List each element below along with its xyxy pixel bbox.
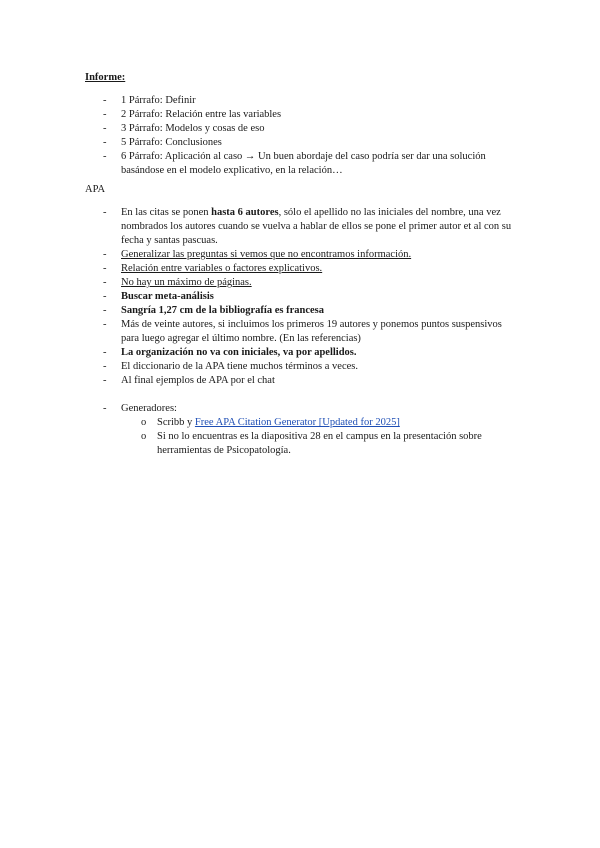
dash-marker: -	[103, 207, 107, 218]
dash-marker: -	[103, 361, 107, 372]
dash-marker: -	[103, 123, 107, 134]
apa-list	[85, 206, 515, 458]
dash-marker: -	[103, 277, 107, 288]
sub-list-item: o Si no lo encuentras es la diapositiva 28 en el campus en la presentación sobre herramientas de Psicopatología.	[141, 431, 482, 456]
list-item: - 1 Párrafo: Definir	[103, 95, 196, 106]
list-item-generadores: - Generadores: o Scribb y Free APA Citation Generator [Updated for 2025] o Si no lo encuentras es la diapositiva 28 en el campus en la presentación sobre herramientas de Psicopatología.	[85, 402, 515, 458]
dash-marker: -	[103, 151, 107, 162]
circle-bullet: o	[141, 417, 147, 428]
dash-marker: -	[103, 109, 107, 120]
list-item: - 2 Párrafo: Relación entre las variables	[103, 109, 282, 120]
spacer	[85, 388, 515, 402]
list-item: - El diccionario de la APA tiene muchos términos a veces.	[103, 361, 358, 372]
dash-marker: -	[103, 137, 107, 148]
list-item: - Generalizar las preguntas si vemos que no encontramos información.	[103, 249, 412, 260]
dash-marker: -	[103, 319, 107, 330]
dash-marker: -	[103, 291, 107, 302]
list-item: - Buscar meta-análisis	[103, 291, 214, 302]
apa-citation-generator-link[interactable]: Free APA Citation Generator [Updated for 2025]	[194, 417, 400, 428]
dash-marker: -	[103, 375, 107, 386]
dash-marker: -	[103, 95, 107, 106]
list-item: - Más de veinte autores, si incluimos los primeros 19 autores y ponemos puntos suspensivos para luego agregar el último nombre. (En las referencias)	[103, 319, 502, 344]
informe-heading: Informe:	[85, 72, 126, 83]
list-item: - Sangría 1,27 cm de la bibliografía es francesa	[103, 305, 324, 316]
list-item: - Relación entre variables o factores explicativos.	[103, 263, 323, 274]
dash-marker: -	[103, 249, 107, 260]
informe-list	[85, 94, 515, 178]
circle-bullet: o	[141, 431, 147, 442]
list-item: - Al final ejemplos de APA por el chat	[103, 375, 275, 386]
list-item: - 6 Párrafo: Aplicación al caso → Un buen abordaje del caso podría ser dar una solución basándose en el modelo explicativo, en la relación…	[103, 151, 486, 176]
dash-marker: -	[103, 347, 107, 358]
list-item: - 5 Párrafo: Conclusiones	[103, 137, 222, 148]
list-item: - La organización no va con iniciales, va por apellidos.	[103, 347, 357, 358]
dash-marker: -	[103, 263, 107, 274]
sub-list-item: o Scribb y Free APA Citation Generator [Updated for 2025]	[141, 417, 400, 428]
dash-marker: -	[103, 305, 107, 316]
apa-heading: APA	[85, 184, 106, 195]
generadores-sublist	[121, 416, 515, 458]
dash-marker: -	[103, 403, 107, 414]
list-item: - En las citas se ponen hasta 6 autores, sólo el apellido no las iniciales del nombre, una vez nombrados los autores cuando se vuelva a hablar de ellos se pone el primer autor et al con su fecha y santas pascuas.	[103, 207, 512, 246]
list-item: - No hay un máximo de páginas.	[103, 277, 252, 288]
list-item: - 3 Párrafo: Modelos y cosas de eso	[103, 123, 265, 134]
